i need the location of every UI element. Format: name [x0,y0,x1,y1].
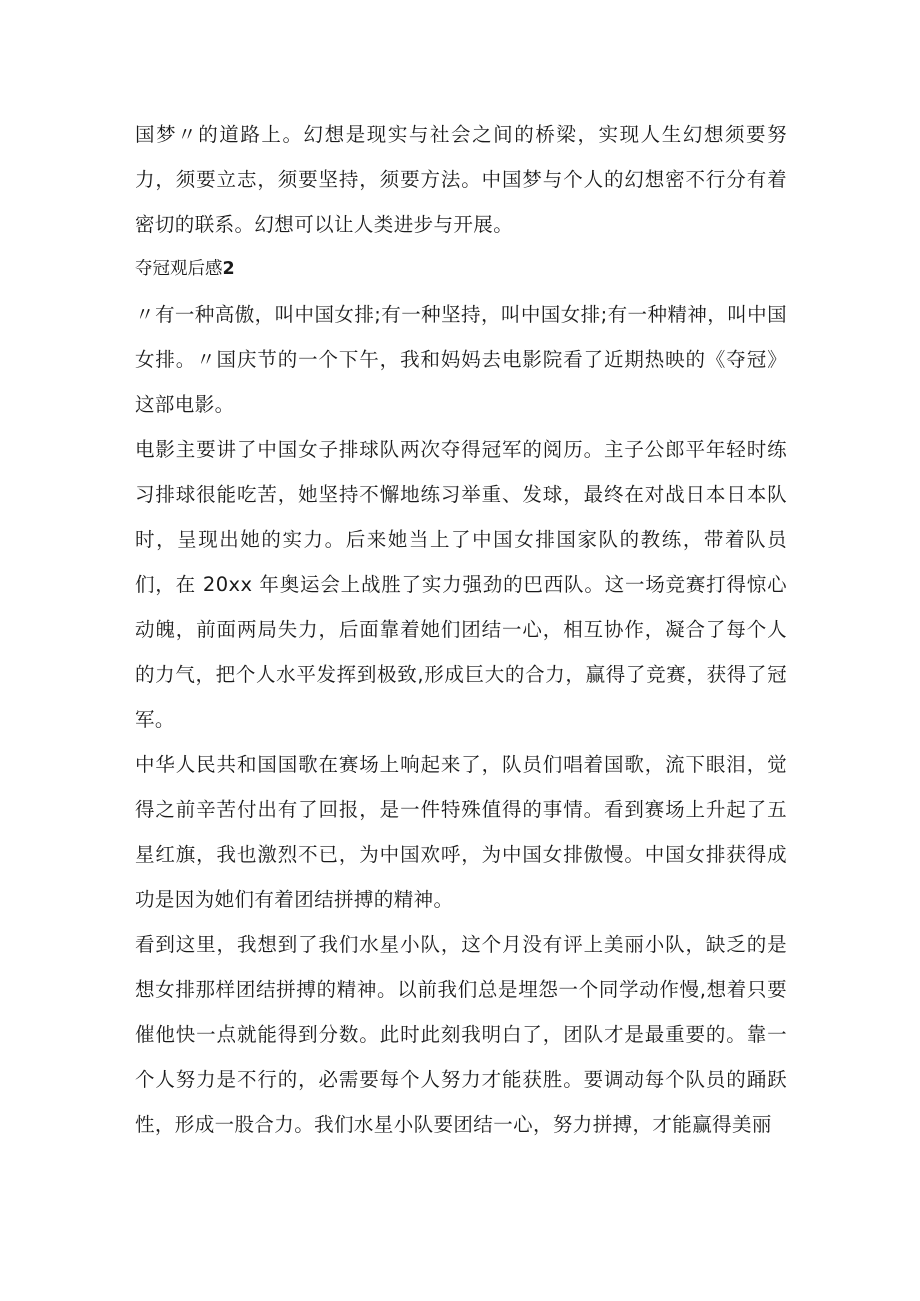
section-heading-number: 2 [222,259,235,279]
section-heading [135,247,787,292]
paragraph-quote: 〃有一种高傲，叫中国女排;有一种坚持，叫中国女排;有一种精神，叫中国女排。〃国庆节的一个下午，我和妈妈去电影院看了近期热映的《夺冠》这部电影。 [135,303,787,416]
paragraph-movie-summary: 电影主要讲了中国女子排球队两次夺得冠军的阅历。主子公郎平年轻时练习排球很能吃苦，她坚持不懈地练习举重、发球，最终在对战日本日本队时，呈现出她的实力。后来她当上了中国女排国家队的教练，带着队员们，在 20xx 年奥运会上战胜了实力强劲的巴西队。这一场竞赛打得惊心动魄，前面两局失力，后面靠着她们团结一心，相互协作，凝合了每个人的力气，把个人水平发挥到极致,形成巨大的合力，赢得了竞赛，获得了冠军。 [135,438,787,731]
paragraph-anthem: 中华人民共和国国歌在赛场上响起来了，队员们唱着国歌，流下眼泪，觉得之前辛苦付出有了回报，是一件特殊值得的事情。看到赛场上升起了五星红旗，我也激烈不已，为中国欢呼，为中国女排傲慢。中国女排获得成功是因为她们有着团结拼搏的精神。 [135,753,787,911]
section-heading-text: 夺冠观后感 [135,259,223,279]
paragraph-intro: 国梦〃的道路上。幻想是现实与社会之间的桥梁，实现人生幻想须要努力，须要立志，须要坚持，须要方法。中国梦与个人的幻想密不行分有着密切的联系。幻想可以让人类进步与开展。 [135,123,787,236]
paragraph-reflection: 看到这里，我想到了我们水星小队，这个月没有评上美丽小队，缺乏的是想女排那样团结拼搏的精神。以前我们总是埋怨一个同学动作慢,想着只要催他快一点就能得到分数。此时此刻我明白了，团队才是最重要的。靠一个人努力是不行的，必需要每个人努力才能获胜。要调动每个队员的踊跃性，形成一股合力。我们水星小队要团结一心，努力拼搏，才能赢得美丽 [135,933,787,1136]
document-body [135,112,787,1147]
